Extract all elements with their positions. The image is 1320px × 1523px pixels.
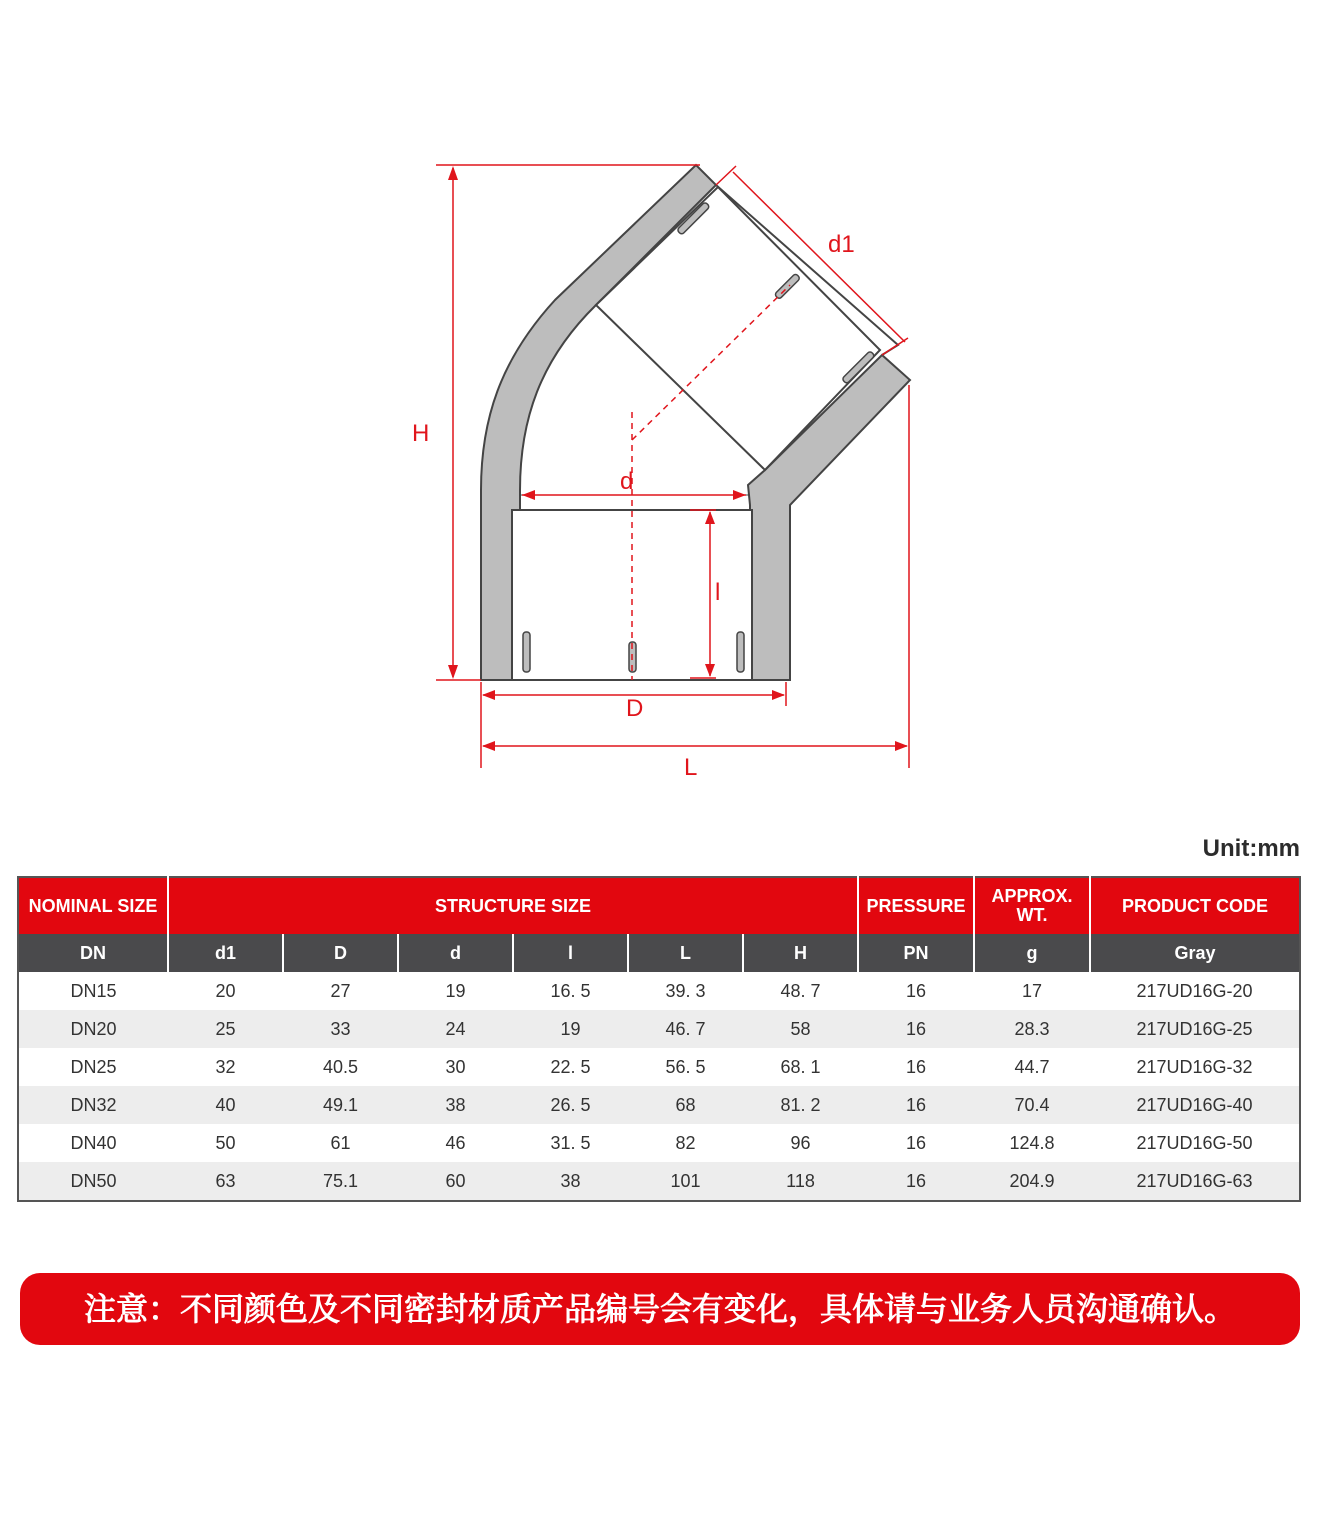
table-cell: 30 xyxy=(398,1048,513,1086)
table-cell: 46 xyxy=(398,1124,513,1162)
table-cell: 16 xyxy=(858,1086,974,1124)
table-cell: 217UD16G-50 xyxy=(1090,1124,1300,1162)
subheader-dn: DN xyxy=(18,934,168,972)
note-banner: 注意：不同颜色及不同密封材质产品编号会有变化，具体请与业务人员沟通确认。 xyxy=(20,1273,1300,1345)
table-cell: DN15 xyxy=(18,972,168,1010)
table-cell: 124.8 xyxy=(974,1124,1090,1162)
header-nominal-size: NOMINAL SIZE xyxy=(18,877,168,934)
table-cell: 58 xyxy=(743,1010,858,1048)
table-cell: 50 xyxy=(168,1124,283,1162)
table-cell: 16 xyxy=(858,1162,974,1201)
spec-table xyxy=(17,876,1301,1202)
table-cell: 17 xyxy=(974,972,1090,1010)
table-cell: 63 xyxy=(168,1162,283,1201)
unit-label: Unit:mm xyxy=(1202,835,1300,862)
table-cell: 217UD16G-40 xyxy=(1090,1086,1300,1124)
label-d: d xyxy=(620,468,634,495)
table-cell: 81. 2 xyxy=(743,1086,858,1124)
table-cell: 38 xyxy=(513,1162,628,1201)
table-cell: DN50 xyxy=(18,1162,168,1201)
header-pressure: PRESSURE xyxy=(858,877,974,934)
table-cell: 16. 5 xyxy=(513,972,628,1010)
table-row xyxy=(18,1162,1300,1201)
table-cell: 22. 5 xyxy=(513,1048,628,1086)
header-product-code: PRODUCT CODE xyxy=(1090,877,1300,934)
table-cell: 217UD16G-20 xyxy=(1090,972,1300,1010)
table-cell: 56. 5 xyxy=(628,1048,743,1086)
subheader-l: l xyxy=(513,934,628,972)
table-cell: 40 xyxy=(168,1086,283,1124)
subheader-L: L xyxy=(628,934,743,972)
table-cell: 70.4 xyxy=(974,1086,1090,1124)
table-cell: 217UD16G-32 xyxy=(1090,1048,1300,1086)
sub-header-row xyxy=(18,934,1300,972)
label-L: L xyxy=(684,754,698,781)
label-H: H xyxy=(412,420,430,447)
table-cell: 28.3 xyxy=(974,1010,1090,1048)
table-cell: 217UD16G-63 xyxy=(1090,1162,1300,1201)
table-cell: 101 xyxy=(628,1162,743,1201)
subheader-pn: PN xyxy=(858,934,974,972)
table-cell: 68. 1 xyxy=(743,1048,858,1086)
table-cell: 31. 5 xyxy=(513,1124,628,1162)
table-cell: 39. 3 xyxy=(628,972,743,1010)
table-cell: 24 xyxy=(398,1010,513,1048)
table-cell: 38 xyxy=(398,1086,513,1124)
table-cell: 44.7 xyxy=(974,1048,1090,1086)
table-cell: 16 xyxy=(858,1010,974,1048)
label-l: l xyxy=(715,579,721,606)
header-approx-wt: APPROX. WT. xyxy=(974,877,1090,934)
subheader-D: D xyxy=(283,934,398,972)
label-d1: d1 xyxy=(828,231,855,258)
table-cell: 27 xyxy=(283,972,398,1010)
table-row xyxy=(18,1048,1300,1086)
table-cell: 33 xyxy=(283,1010,398,1048)
subheader-gray: Gray xyxy=(1090,934,1300,972)
header-structure-size: STRUCTURE SIZE xyxy=(168,877,858,934)
table-cell: 19 xyxy=(398,972,513,1010)
table-cell: 49.1 xyxy=(283,1086,398,1124)
table-cell: 40.5 xyxy=(283,1048,398,1086)
table-cell: 82 xyxy=(628,1124,743,1162)
table-cell: 204.9 xyxy=(974,1162,1090,1201)
table-cell: DN25 xyxy=(18,1048,168,1086)
table-cell: 61 xyxy=(283,1124,398,1162)
table-row xyxy=(18,972,1300,1010)
table-cell: 20 xyxy=(168,972,283,1010)
table-cell: 60 xyxy=(398,1162,513,1201)
table-row xyxy=(18,1010,1300,1048)
table-cell: 217UD16G-25 xyxy=(1090,1010,1300,1048)
table-cell: 19 xyxy=(513,1010,628,1048)
table-cell: 16 xyxy=(858,1048,974,1086)
table-row xyxy=(18,1124,1300,1162)
table-cell: DN40 xyxy=(18,1124,168,1162)
table-cell: 26. 5 xyxy=(513,1086,628,1124)
table-cell: 96 xyxy=(743,1124,858,1162)
subheader-g: g xyxy=(974,934,1090,972)
table-cell: 46. 7 xyxy=(628,1010,743,1048)
label-D: D xyxy=(626,695,644,722)
table-cell: 32 xyxy=(168,1048,283,1086)
table-cell: 48. 7 xyxy=(743,972,858,1010)
table-cell: DN32 xyxy=(18,1086,168,1124)
table-cell: 75.1 xyxy=(283,1162,398,1201)
subheader-H: H xyxy=(743,934,858,972)
table-cell: 25 xyxy=(168,1010,283,1048)
table-cell: DN20 xyxy=(18,1010,168,1048)
subheader-d1: d1 xyxy=(168,934,283,972)
group-header-row xyxy=(18,877,1300,934)
table-cell: 16 xyxy=(858,972,974,1010)
table-cell: 118 xyxy=(743,1162,858,1201)
table-cell: 16 xyxy=(858,1124,974,1162)
table-cell: 68 xyxy=(628,1086,743,1124)
table-row xyxy=(18,1086,1300,1124)
subheader-d: d xyxy=(398,934,513,972)
